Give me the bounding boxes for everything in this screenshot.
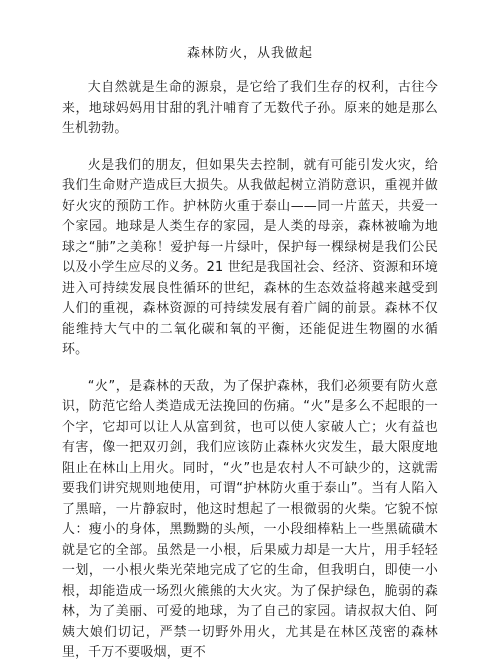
paragraph-1: 大自然就是生命的源泉，是它给了我们生存的权利，古往今来，地球妈妈用甘甜的乳汁哺育了无数代子孙。原来的她是那么生机勃勃。 — [62, 80, 438, 136]
document-title: 森林防火，从我做起 — [186, 46, 313, 61]
paragraph-2: 火是我们的朋友，但如果失去控制，就有可能引发火灾，给我们生命财产造成巨大损失。从我做起树立消防意识，重视并做好火灾的预防工作。护林防火重于泰山——同一片蓝天，共爱一个家园。地球是人类生存的家园，是人类的母亲，森林被喻为地球之“肺”之美称！爱护每一片绿叶，保护每一棵绿树是我们公民以及小学生应尽的义务。21 世纪是我国社会、经济、资源和环境进入可持续发展良性循环的世纪，森林的生态效益将越来越受到人们的重视，森林资源的可持续发展有着广阔的前景。森林不仅能维持大气中的二氧化碳和氧的平衡，还能促进生物圈的水循环。 — [62, 157, 438, 357]
paragraph-3: “火”，是森林的天敌，为了保护森林，我们必须要有防火意识，防范它给人类造成无法挽回的伤痛。“火”是多么不起眼的一个字，它却可以让人从富到贫，也可以使人家破人亡；火有益也有害，像一把双刃剑，我们应该防止森林火灾发生，最大限度地阻止在林山上用火。同时，“火”也是农村人不可缺少的，这就需要我们讲究规则地使用，可谓“护林防火重于泰山”。当有人陷入了黑暗，一片静寂时，他这时想起了一根微弱的火柴。它貌不惊人：瘦小的身体，黑黝黝的头颅，一小段细棒粘上一些黑硫磺木就是它的全部。虽然是一小根，后果威力却是一大片，用手轻轻一划，一小根火柴光荣地完成了它的生命，但我明白，即使一小根，却能造成一场烈火熊熊的大火灾。为了保护绿色，脆弱的森林，为了美丽、可爱的地球，为了自己的家园。请叔叔大伯、阿姨大娘们切记，严禁一切野外用火，尤其是在林区茂密的森林里，千万不要吸烟，更不 — [62, 378, 438, 660]
